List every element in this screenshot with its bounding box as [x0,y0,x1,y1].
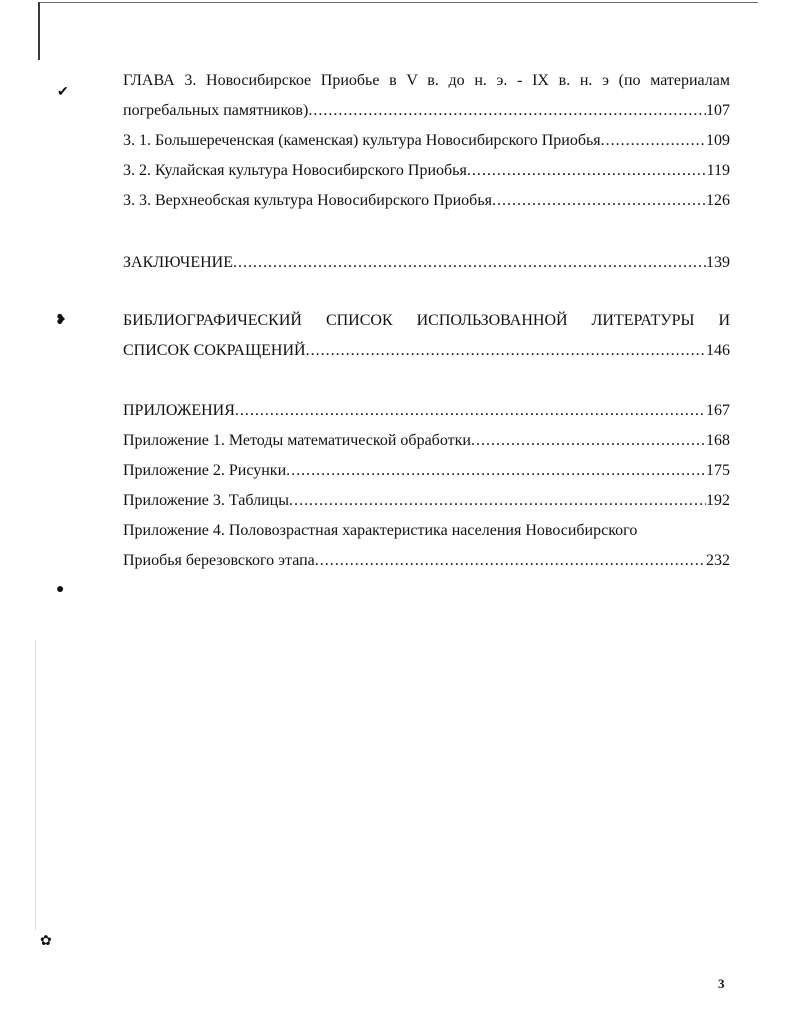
appendix-1-entry [123,426,730,456]
dot-leader [289,486,706,516]
toc-entry-title: 3. 2. Кулайская культура Новосибирского Приобья [123,162,467,179]
appendix-4-title-cont: Приобья березовского этапа [123,552,315,569]
toc-entry-3-3 [123,186,730,216]
scan-border-top [38,2,758,3]
dot-leader [315,546,706,576]
toc-entry-page: 119 [706,162,730,179]
dot-leader [492,186,706,216]
appendix-3-entry [123,486,730,516]
appendix-page: 175 [706,462,730,479]
bibliography-title-cont: СПИСОК СОКРАЩЕНИЙ [123,342,306,359]
dot-leader [306,336,706,366]
dot-leader [601,126,706,156]
dot-leader [235,396,706,426]
bibliography-heading: БИБЛИОГРАФИЧЕСКИЙ СПИСОК ИСПОЛЬЗОВАННОЙ ЛИТЕРАТУРЫ И [123,312,730,329]
appendix-title: Приложение 2. Рисунки [123,462,287,479]
appendix-page: 192 [706,492,730,509]
appendix-4-page: 232 [706,552,730,569]
toc-entry-page: 109 [706,132,730,149]
appendix-2-entry [123,456,730,486]
toc-entry-3-1 [123,126,730,156]
toc-entry-3-2 [123,156,730,186]
toc-entry-page: 126 [706,192,730,209]
scan-border-left-faint [35,640,36,930]
page-number: 3 [718,976,725,991]
appendix-title: Приложение 3. Таблицы [123,492,289,509]
dot-leader [467,156,707,186]
dot-leader [308,96,706,126]
appendices-entry [123,396,730,426]
table-of-contents [123,66,730,576]
margin-mark-4: ✿ [40,934,52,949]
dot-leader [286,456,706,486]
dot-leader [471,426,706,456]
conclusion-page: 139 [706,254,730,271]
chapter-3-title-cont: погребальных памятников) [123,102,309,119]
chapter-3-page: 107 [706,102,730,119]
bibliography-page: 146 [706,342,730,359]
dot-leader [233,248,706,278]
margin-mark-3: ● [56,582,65,597]
appendices-page: 167 [706,402,730,419]
appendix-4-heading: Приложение 4. Половозрастная характеристика населения Новосибирского [123,522,638,539]
toc-entry-title: 3. 1. Большереченская (каменская) культура Новосибирского Приобья [123,132,601,149]
chapter-3-entry [123,96,730,126]
appendices-title: ПРИЛОЖЕНИЯ [123,402,235,419]
toc-entry-title: 3. 3. Верхнеобская культура Новосибирского Приобья [123,192,492,209]
appendix-4-entry [123,546,730,576]
margin-mark-2: ❥ [55,313,67,328]
conclusion-title: ЗАКЛЮЧЕНИЕ [123,254,233,271]
chapter-3-heading: ГЛАВА 3. Новосибирское Приобье в V в. до н. э. - IX в. н. э (по материалам [123,72,730,89]
conclusion-entry [123,248,730,278]
appendix-page: 168 [706,432,730,449]
margin-mark-1: ✔ [57,85,69,100]
appendix-title: Приложение 1. Методы математической обработки [123,432,471,449]
scan-border-left [38,2,40,60]
bibliography-entry [123,336,730,366]
